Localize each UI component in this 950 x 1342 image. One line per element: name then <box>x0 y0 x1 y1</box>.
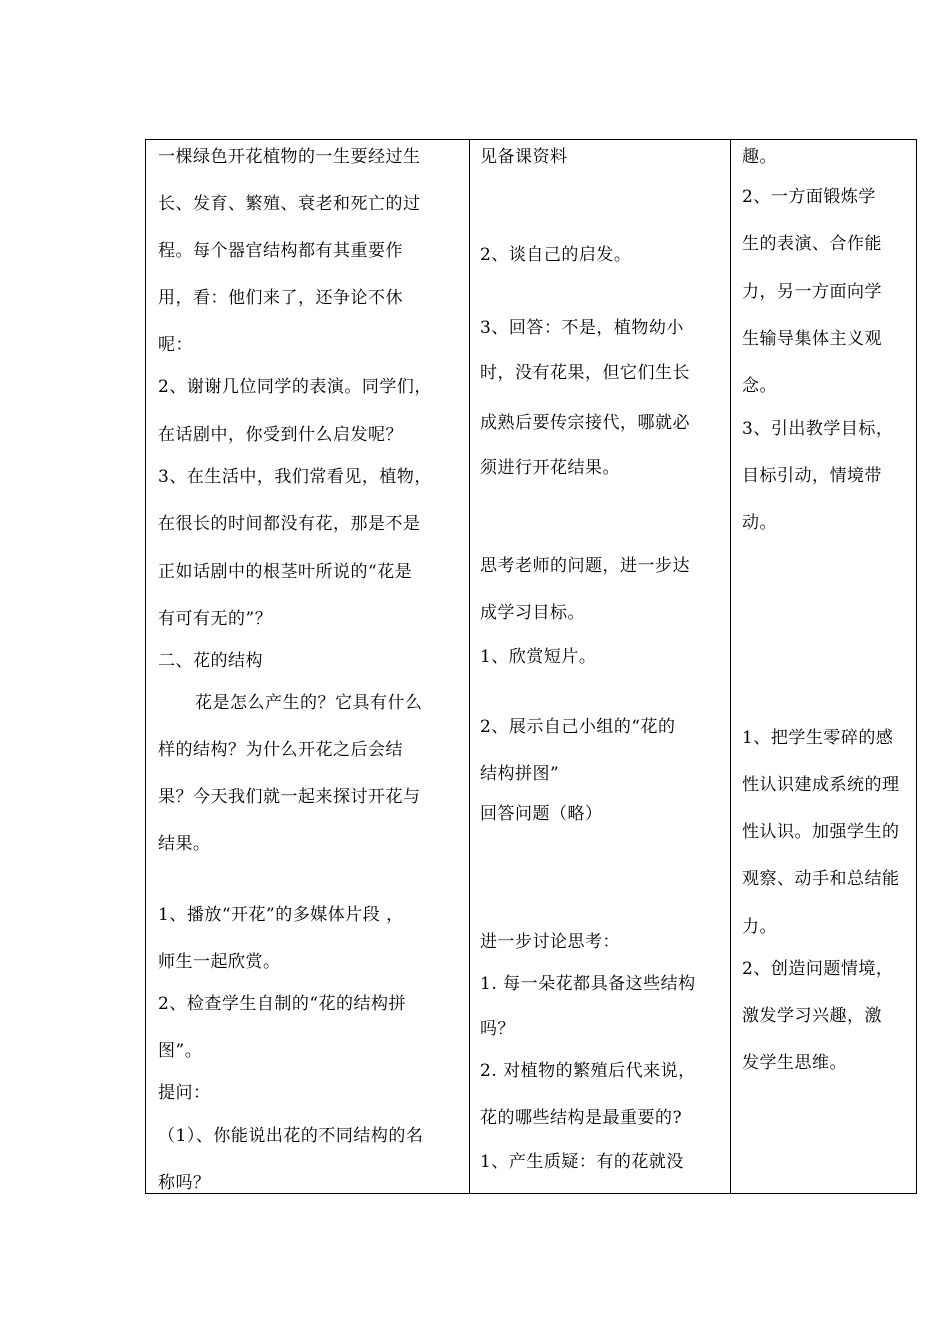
col1-line: 果？今天我们就一起来探讨开花与 <box>158 787 421 807</box>
column-divider-1 <box>469 140 470 1193</box>
section-heading: 二、花的结构 <box>158 651 263 671</box>
col1-line: 结果。 <box>158 834 211 854</box>
col2-line: 吗？ <box>480 1019 515 1039</box>
col2-line: 回答问题（略） <box>480 804 603 824</box>
col3-line: 3、引出教学目标， <box>742 419 894 439</box>
col3-line: 趣。 <box>742 147 777 167</box>
col1-line: 花是怎么产生的？它具有什么 <box>195 693 423 713</box>
col1-line: 提问： <box>158 1083 211 1103</box>
col1-line: 2、谢谢几位同学的表演。同学们， <box>158 377 432 397</box>
col2-line: 结构拼图” <box>480 764 560 784</box>
col1-line: 1、播放“开花”的多媒体片段 ， <box>158 905 404 925</box>
col3-line: 生输导集体主义观 <box>742 329 882 349</box>
col1-line: 一棵绿色开花植物的一生要经过生 <box>158 147 421 167</box>
col3-line: 动。 <box>742 513 777 533</box>
col2-line: 2、展示自己小组的“花的 <box>480 717 676 737</box>
col1-line: 图”。 <box>158 1041 203 1061</box>
col1-line: 呢： <box>158 335 193 355</box>
col3-line: 力。 <box>742 917 777 937</box>
col1-line: 师生一起欣赏。 <box>158 952 281 972</box>
col2-line: 1、产生质疑：有的花就没 <box>480 1152 684 1172</box>
col3-line: 性认识建成系统的理 <box>742 775 900 795</box>
col2-line: 时，没有花果，但它们生长 <box>480 363 690 383</box>
col2-line: 成学习目标。 <box>480 603 585 623</box>
col2-line: 2、谈自己的启发。 <box>480 245 632 265</box>
col2-line: 进一步讨论思考： <box>480 932 620 952</box>
col3-line: 激发学习兴趣，激 <box>742 1006 882 1026</box>
col3-line: 念。 <box>742 376 777 396</box>
col3-line: 目标引动，情境带 <box>742 466 882 486</box>
col3-line: 观察、动手和总结能 <box>742 869 900 889</box>
col3-line: 力，另一方面向学 <box>742 282 882 302</box>
col2-line: 须进行开花结果。 <box>480 458 620 478</box>
col3-line: 性认识。加强学生的 <box>742 822 900 842</box>
lesson-plan-table <box>145 139 917 1194</box>
col2-line: 成熟后要传宗接代，哪就必 <box>480 413 690 433</box>
col2-line: 2. 对植物的繁殖后代来说， <box>480 1061 696 1081</box>
col1-line: 程。每个器官结构都有其重要作 <box>158 241 403 261</box>
col2-line: 1. 每一朵花都具备这些结构 <box>480 974 696 994</box>
col1-line: 2、检查学生自制的“花的结构拼 <box>158 994 407 1014</box>
col1-line: 长、发育、繁殖、衰老和死亡的过 <box>158 194 421 214</box>
col2-line: 1、欣赏短片。 <box>480 647 597 667</box>
col1-line: 样的结构？为什么开花之后会结 <box>158 740 403 760</box>
col3-line: 2、创造问题情境， <box>742 959 894 979</box>
col2-line: 见备课资料 <box>480 147 568 167</box>
column-divider-2 <box>730 140 731 1193</box>
col1-line: 用，看：他们来了，还争论不休 <box>158 288 403 308</box>
col1-line: 有可有无的”？ <box>158 609 273 629</box>
col1-line: 称吗？ <box>158 1173 211 1193</box>
col2-line: 3、回答：不是，植物幼小 <box>480 318 684 338</box>
col3-line: 生的表演、合作能 <box>742 234 882 254</box>
col3-line: 2、一方面锻炼学 <box>742 187 876 207</box>
col1-line: 在很长的时间都没有花，那是不是 <box>158 514 421 534</box>
col3-line: 发学生思维。 <box>742 1053 847 1073</box>
col3-line: 1、把学生零碎的感 <box>742 728 894 748</box>
col2-line: 花的哪些结构是最重要的? <box>480 1108 683 1128</box>
col1-line: 3、在生活中，我们常看见，植物， <box>158 467 432 487</box>
col1-line: 正如话剧中的根茎叶所说的“花是 <box>158 562 413 582</box>
col1-line: 在话剧中，你受到什么启发呢？ <box>158 425 403 445</box>
col2-line: 思考老师的问题，进一步达 <box>480 556 690 576</box>
col1-line: （1）、你能说出花的不同结构的名 <box>158 1126 424 1146</box>
